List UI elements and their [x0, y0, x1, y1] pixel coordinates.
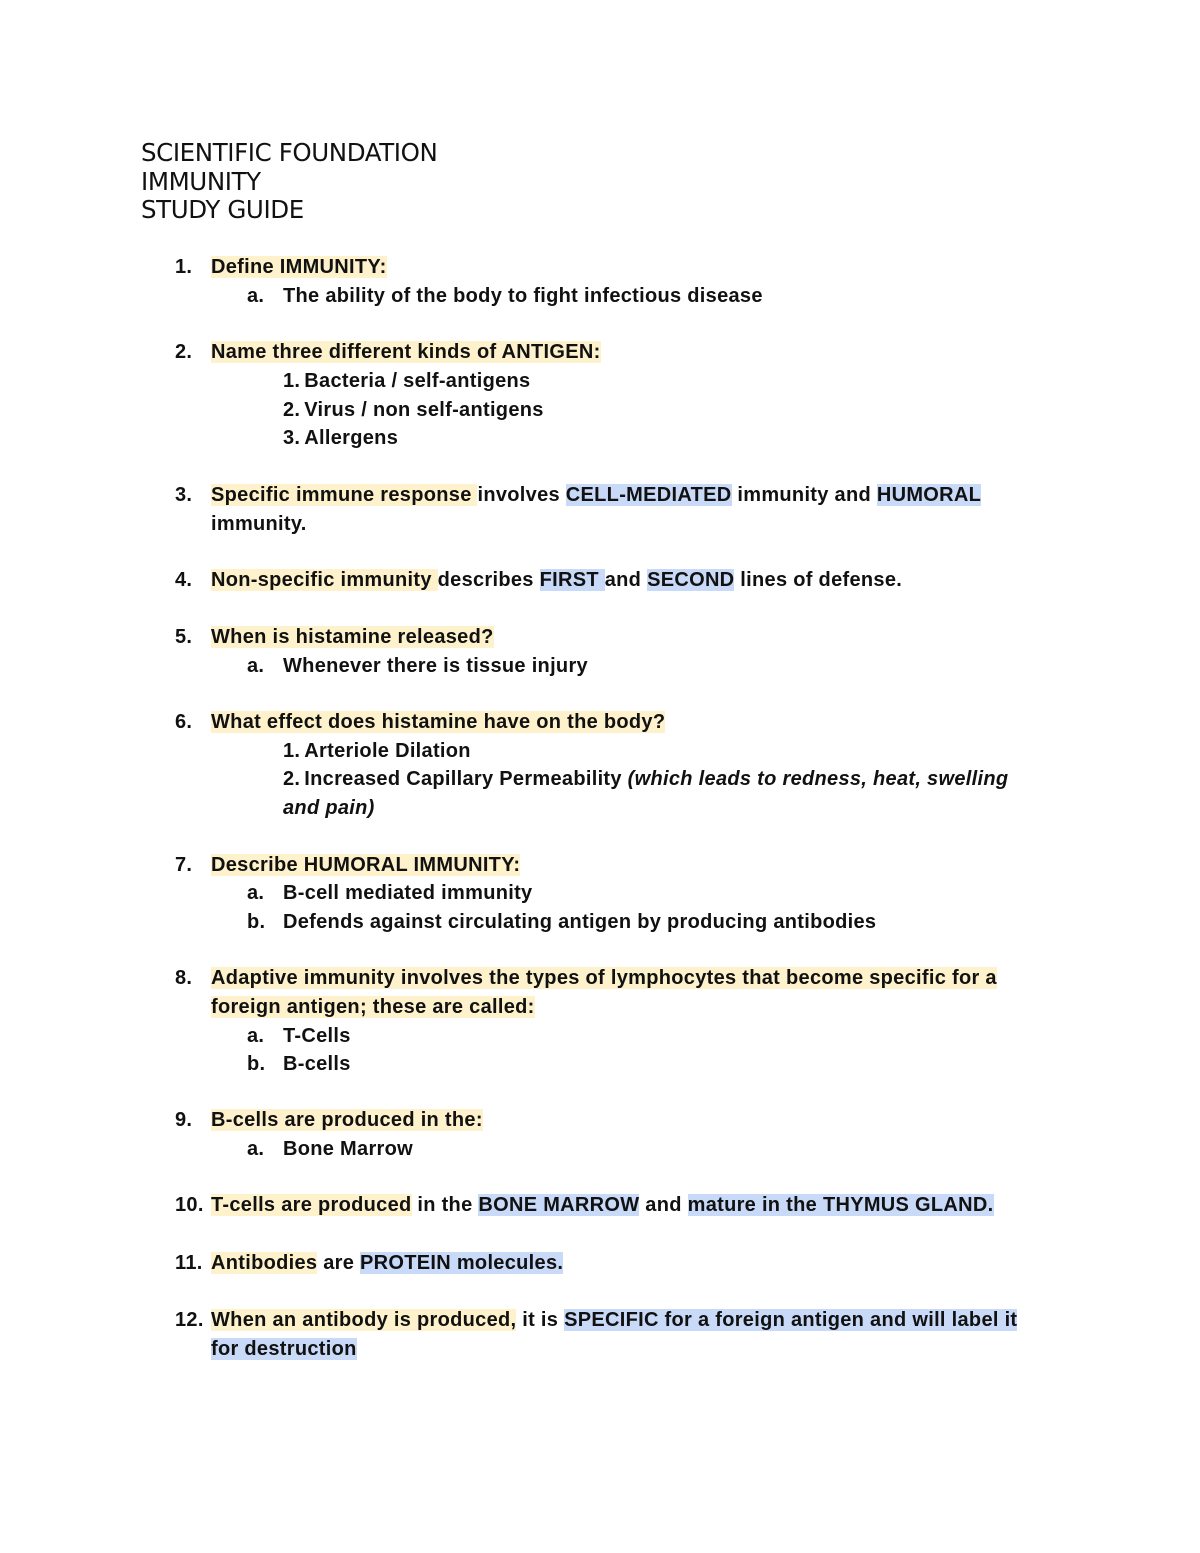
answer-9a [247, 1135, 413, 1164]
answer-7b [247, 908, 876, 937]
answer-text: B-cells [283, 1053, 351, 1075]
question-3 [175, 481, 1075, 538]
question-number: 3. [175, 484, 193, 506]
answer-8a [247, 1022, 351, 1051]
answer-8b [247, 1050, 351, 1079]
question-11 [175, 1249, 1075, 1278]
question-number: 10. [175, 1194, 204, 1216]
question-5 [175, 623, 1075, 652]
question-number: 5. [175, 626, 193, 648]
question-8 [175, 964, 1075, 1021]
question-number: 9. [175, 1109, 193, 1131]
answer-label: b. [247, 1053, 266, 1075]
question-text: When is histamine released? [211, 626, 494, 648]
question-text: When an antibody is produced, it is SPECIFIC for a foreign antigen and will label it for destruction [211, 1309, 1018, 1360]
answer-text: B-cell mediated immunity [283, 882, 533, 904]
answer-text: Whenever there is tissue injury [283, 655, 588, 677]
answer-label: b. [247, 911, 266, 933]
answer-text: T-Cells [283, 1025, 351, 1047]
answer-label: a. [247, 1138, 265, 1160]
question-number: 8. [175, 967, 193, 989]
question-12 [175, 1306, 1075, 1363]
question-6 [175, 708, 1075, 737]
question-7 [175, 851, 1075, 880]
answer-text: Bone Marrow [283, 1138, 413, 1160]
list-item: 3. Allergens [283, 427, 399, 449]
document-title [141, 139, 437, 225]
list-item: 1. Bacteria / self-antigens [283, 370, 531, 392]
answer-7a [247, 879, 532, 908]
title-line-1: SCIENTIFIC FOUNDATION [141, 138, 438, 167]
question-text: B-cells are produced in the: [211, 1109, 483, 1131]
question-text: Antibodies are PROTEIN molecules. [211, 1252, 564, 1274]
list-item: 2. Increased Capillary Permeability (which leads to redness, heat, swelling and pain) [283, 768, 1009, 819]
question-number: 6. [175, 711, 193, 733]
answer-label: a. [247, 655, 265, 677]
question-number: 11. [175, 1252, 203, 1274]
question-number: 7. [175, 854, 193, 876]
question-number: 4. [175, 569, 193, 591]
answer-label: a. [247, 1025, 265, 1047]
question-2 [175, 338, 1075, 367]
list-item: 1. Arteriole Dilation [283, 740, 471, 762]
answer-1a [247, 282, 763, 311]
answer-5a [247, 652, 588, 681]
question-text: Specific immune response involves CELL-MEDIATED immunity and HUMORAL immunity. [211, 484, 982, 535]
title-line-2: IMMUNITY [141, 166, 261, 196]
question-10 [175, 1191, 1075, 1220]
question-text: Describe HUMORAL IMMUNITY: [211, 854, 521, 876]
list-item: 2. Virus / non self-antigens [283, 399, 544, 421]
question-4 [175, 566, 1075, 595]
question-text: Define IMMUNITY: [211, 256, 387, 278]
question-number: 1. [175, 256, 193, 278]
question-text: T-cells are produced in the BONE MARROW and mature in the THYMUS GLAND. [211, 1194, 994, 1216]
title-line-3: STUDY GUIDE [141, 195, 304, 224]
question-text: Adaptive immunity involves the types of lymphocytes that become specific for a foreign antigen; these are called: [211, 967, 997, 1018]
question-1 [175, 253, 1075, 282]
question-text: What effect does histamine have on the body? [211, 711, 666, 733]
answer-label: a. [247, 882, 265, 904]
answer-text: The ability of the body to fight infectious disease [283, 285, 763, 307]
question-text: Name three different kinds of ANTIGEN: [211, 341, 601, 363]
question-number: 12. [175, 1309, 204, 1331]
answer-text: Defends against circulating antigen by producing antibodies [283, 911, 877, 933]
question-9 [175, 1106, 1075, 1135]
question-number: 2. [175, 341, 193, 363]
answer-label: a. [247, 285, 265, 307]
question-text: Non-specific immunity describes FIRST and SECOND lines of defense. [211, 569, 903, 591]
